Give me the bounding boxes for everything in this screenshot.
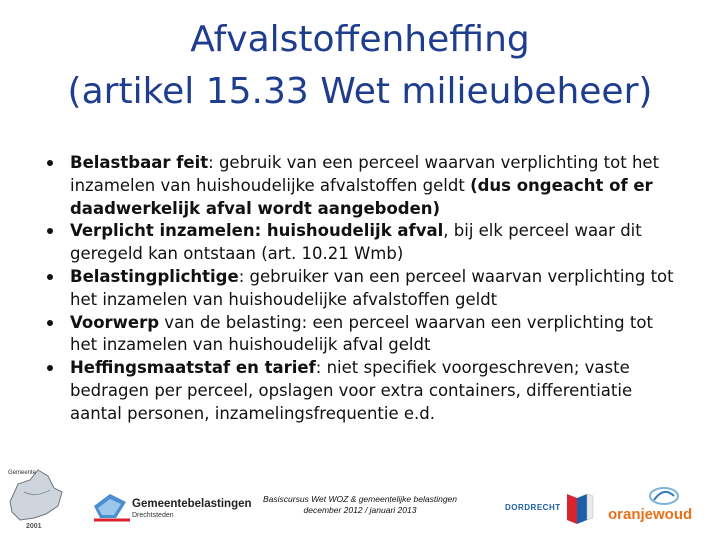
bullet-text: : gebruik van een perceel waarvan verplichting tot het inzamelen van huishoudelijke afvalstoffen geldt: [70, 153, 660, 195]
gemeentebelastingen-logo: [92, 488, 252, 526]
slide-title: [0, 14, 720, 118]
title-line-2: (artikel 15.33 Wet milieubeheer): [67, 71, 653, 112]
bullet-text: , bij elk perceel waar dit geregeld kan ontstaan (art. 10.21 Wmb): [70, 221, 642, 264]
bullet-bold-2: (dus ongeacht of er daadwerkelijk afval wordt aangeboden): [70, 175, 653, 218]
bullet-item: [44, 152, 684, 220]
bullet-bold: Verplicht inzamelen: huishoudelijk afval: [70, 221, 444, 241]
dordrecht-logo: [505, 495, 565, 515]
course-line-1: Basiscursus Wet WOZ & gemeentelijke belastingen: [262, 494, 457, 504]
bullet-list: [44, 152, 684, 426]
regional-map-logo: [4, 462, 74, 532]
bullet-item: [44, 312, 684, 358]
course-info: [245, 494, 475, 516]
bullet-bold: Voorwerp: [70, 312, 160, 332]
bullet-text: : gebruiker van een perceel waarvan verplichting tot het inzamelen van huishoudelijke afvalstoffen geldt: [70, 266, 674, 309]
bullet-text: van de belasting: een perceel waarvan een verplichting tot het inzamelen van huishoudelijk afval geldt: [70, 312, 653, 355]
bullet-bold: Belastingplichtige: [70, 266, 239, 286]
gb-name: Gemeentebelastingen: [132, 498, 252, 510]
course-line-2: december 2012 / januari 2013: [303, 505, 417, 515]
oranjewoud-logo: [608, 484, 712, 532]
bullet-text: : niet specifiek voorgeschreven; vaste bedragen per perceel, opslagen voor extra containers, differentiatie aantal personen, inzamelingsfrequentie e.d.: [70, 358, 633, 423]
oranjewoud-label: oranjewoud: [608, 506, 693, 523]
dordrecht-label: DORDRECHT: [505, 503, 561, 512]
gb-subtitle: Drechtsteden: [132, 512, 174, 519]
svg-text:Gemeente: Gemeente: [8, 470, 37, 476]
bullet-item: [44, 220, 684, 266]
svg-text:2001: 2001: [26, 523, 42, 530]
title-line-1: Afvalstoffenheffing: [190, 19, 530, 60]
flag-logo: [563, 490, 597, 528]
bullet-bold: Belastbaar feit: [70, 153, 209, 172]
bullet-bold: Heffingsmaatstaf en tarief: [70, 358, 316, 378]
bullet-item: [44, 266, 684, 312]
bullet-item: [44, 357, 684, 425]
